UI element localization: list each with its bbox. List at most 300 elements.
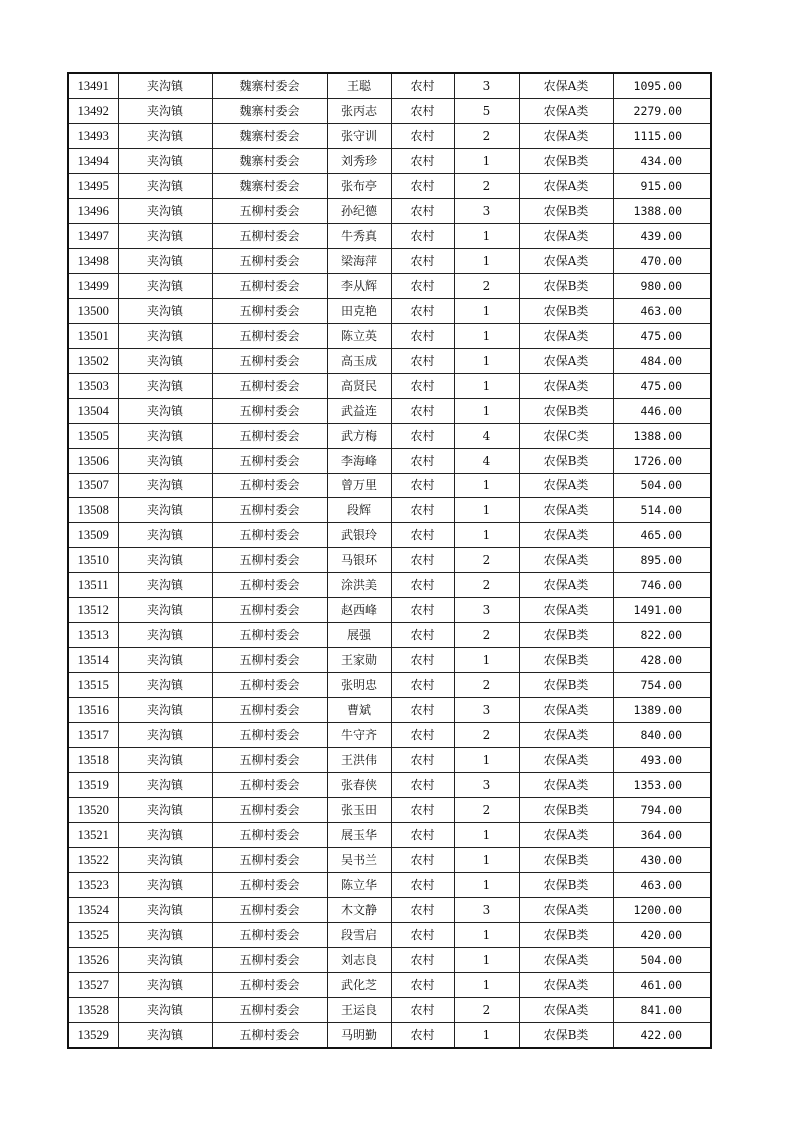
cell-town: 夹沟镇 xyxy=(118,997,212,1022)
cell-amount: 439.00 xyxy=(613,223,711,248)
cell-id: 13528 xyxy=(68,997,118,1022)
cell-name: 马明勤 xyxy=(327,1022,391,1047)
cell-id: 13498 xyxy=(68,248,118,273)
cell-amount: 484.00 xyxy=(613,348,711,373)
cell-household-size: 2 xyxy=(454,273,519,298)
cell-town: 夹沟镇 xyxy=(118,273,212,298)
cell-household-size: 1 xyxy=(454,148,519,173)
cell-area: 农村 xyxy=(391,98,454,123)
cell-id: 13512 xyxy=(68,598,118,623)
cell-village: 魏寨村委会 xyxy=(212,173,327,198)
cell-category: 农保A类 xyxy=(519,947,613,972)
cell-category: 农保A类 xyxy=(519,73,613,98)
cell-household-size: 2 xyxy=(454,997,519,1022)
cell-name: 吴书兰 xyxy=(327,848,391,873)
table-row xyxy=(68,198,711,223)
table-row xyxy=(68,473,711,498)
table-row xyxy=(68,823,711,848)
cell-household-size: 1 xyxy=(454,848,519,873)
cell-village: 五柳村委会 xyxy=(212,523,327,548)
cell-name: 武方梅 xyxy=(327,423,391,448)
cell-name: 涂洪美 xyxy=(327,573,391,598)
cell-category: 农保A类 xyxy=(519,373,613,398)
cell-village: 五柳村委会 xyxy=(212,373,327,398)
cell-name: 武益连 xyxy=(327,398,391,423)
cell-category: 农保A类 xyxy=(519,173,613,198)
cell-name: 木文静 xyxy=(327,897,391,922)
cell-area: 农村 xyxy=(391,648,454,673)
cell-amount: 895.00 xyxy=(613,548,711,573)
cell-household-size: 1 xyxy=(454,748,519,773)
cell-category: 农保A类 xyxy=(519,523,613,548)
cell-name: 赵西峰 xyxy=(327,598,391,623)
cell-id: 13519 xyxy=(68,773,118,798)
cell-area: 农村 xyxy=(391,698,454,723)
cell-category: 农保A类 xyxy=(519,723,613,748)
cell-category: 农保B类 xyxy=(519,623,613,648)
cell-amount: 1726.00 xyxy=(613,448,711,473)
table-row xyxy=(68,623,711,648)
cell-household-size: 3 xyxy=(454,73,519,98)
cell-household-size: 1 xyxy=(454,922,519,947)
cell-category: 农保A类 xyxy=(519,598,613,623)
cell-id: 13501 xyxy=(68,323,118,348)
cell-area: 农村 xyxy=(391,473,454,498)
cell-category: 农保A类 xyxy=(519,348,613,373)
cell-name: 段辉 xyxy=(327,498,391,523)
cell-name: 段雪启 xyxy=(327,922,391,947)
cell-name: 陈立华 xyxy=(327,873,391,898)
table-row xyxy=(68,148,711,173)
cell-amount: 364.00 xyxy=(613,823,711,848)
cell-area: 农村 xyxy=(391,1022,454,1047)
cell-id: 13492 xyxy=(68,98,118,123)
cell-area: 农村 xyxy=(391,873,454,898)
cell-town: 夹沟镇 xyxy=(118,947,212,972)
cell-category: 农保B类 xyxy=(519,398,613,423)
cell-category: 农保A类 xyxy=(519,473,613,498)
cell-village: 五柳村委会 xyxy=(212,448,327,473)
cell-id: 13522 xyxy=(68,848,118,873)
cell-amount: 446.00 xyxy=(613,398,711,423)
cell-area: 农村 xyxy=(391,897,454,922)
cell-area: 农村 xyxy=(391,947,454,972)
cell-household-size: 2 xyxy=(454,723,519,748)
cell-amount: 1388.00 xyxy=(613,198,711,223)
cell-town: 夹沟镇 xyxy=(118,448,212,473)
cell-household-size: 2 xyxy=(454,573,519,598)
cell-name: 王聪 xyxy=(327,73,391,98)
cell-id: 13527 xyxy=(68,972,118,997)
cell-id: 13496 xyxy=(68,198,118,223)
cell-category: 农保B类 xyxy=(519,448,613,473)
cell-name: 田克艳 xyxy=(327,298,391,323)
cell-town: 夹沟镇 xyxy=(118,473,212,498)
cell-village: 五柳村委会 xyxy=(212,698,327,723)
cell-id: 13524 xyxy=(68,897,118,922)
cell-amount: 428.00 xyxy=(613,648,711,673)
cell-category: 农保B类 xyxy=(519,673,613,698)
cell-amount: 2279.00 xyxy=(613,98,711,123)
cell-area: 农村 xyxy=(391,972,454,997)
cell-town: 夹沟镇 xyxy=(118,323,212,348)
cell-village: 五柳村委会 xyxy=(212,548,327,573)
cell-household-size: 1 xyxy=(454,823,519,848)
cell-village: 魏寨村委会 xyxy=(212,98,327,123)
cell-household-size: 1 xyxy=(454,223,519,248)
cell-name: 曾万里 xyxy=(327,473,391,498)
cell-village: 五柳村委会 xyxy=(212,423,327,448)
cell-id: 13510 xyxy=(68,548,118,573)
cell-category: 农保A类 xyxy=(519,548,613,573)
cell-category: 农保A类 xyxy=(519,773,613,798)
cell-id: 13494 xyxy=(68,148,118,173)
cell-category: 农保B类 xyxy=(519,1022,613,1047)
cell-id: 13491 xyxy=(68,73,118,98)
cell-amount: 493.00 xyxy=(613,748,711,773)
cell-village: 魏寨村委会 xyxy=(212,148,327,173)
cell-village: 五柳村委会 xyxy=(212,598,327,623)
cell-village: 五柳村委会 xyxy=(212,248,327,273)
cell-name: 张春侠 xyxy=(327,773,391,798)
cell-amount: 822.00 xyxy=(613,623,711,648)
cell-amount: 840.00 xyxy=(613,723,711,748)
cell-name: 张布亭 xyxy=(327,173,391,198)
cell-area: 农村 xyxy=(391,348,454,373)
cell-household-size: 2 xyxy=(454,548,519,573)
table-row xyxy=(68,848,711,873)
cell-name: 王洪伟 xyxy=(327,748,391,773)
cell-town: 夹沟镇 xyxy=(118,623,212,648)
cell-area: 农村 xyxy=(391,123,454,148)
cell-id: 13509 xyxy=(68,523,118,548)
cell-category: 农保B类 xyxy=(519,298,613,323)
table-row xyxy=(68,598,711,623)
cell-village: 五柳村委会 xyxy=(212,972,327,997)
table-row xyxy=(68,548,711,573)
cell-town: 夹沟镇 xyxy=(118,223,212,248)
cell-area: 农村 xyxy=(391,423,454,448)
cell-amount: 504.00 xyxy=(613,947,711,972)
table-row xyxy=(68,248,711,273)
cell-village: 五柳村委会 xyxy=(212,623,327,648)
cell-name: 陈立英 xyxy=(327,323,391,348)
cell-category: 农保A类 xyxy=(519,698,613,723)
cell-name: 李海峰 xyxy=(327,448,391,473)
cell-id: 13495 xyxy=(68,173,118,198)
cell-category: 农保B类 xyxy=(519,798,613,823)
cell-id: 13529 xyxy=(68,1022,118,1047)
cell-category: 农保A类 xyxy=(519,323,613,348)
cell-amount: 841.00 xyxy=(613,997,711,1022)
cell-name: 刘秀珍 xyxy=(327,148,391,173)
cell-area: 农村 xyxy=(391,73,454,98)
cell-area: 农村 xyxy=(391,922,454,947)
cell-household-size: 1 xyxy=(454,1022,519,1047)
cell-amount: 514.00 xyxy=(613,498,711,523)
cell-village: 五柳村委会 xyxy=(212,473,327,498)
table-row xyxy=(68,448,711,473)
cell-category: 农保A类 xyxy=(519,997,613,1022)
cell-household-size: 3 xyxy=(454,698,519,723)
cell-village: 五柳村委会 xyxy=(212,1022,327,1047)
cell-town: 夹沟镇 xyxy=(118,498,212,523)
table-row xyxy=(68,723,711,748)
table-row xyxy=(68,698,711,723)
cell-name: 梁海萍 xyxy=(327,248,391,273)
cell-category: 农保A类 xyxy=(519,248,613,273)
cell-amount: 430.00 xyxy=(613,848,711,873)
cell-category: 农保A类 xyxy=(519,823,613,848)
table-row xyxy=(68,972,711,997)
cell-town: 夹沟镇 xyxy=(118,423,212,448)
cell-id: 13502 xyxy=(68,348,118,373)
cell-household-size: 3 xyxy=(454,897,519,922)
cell-id: 13520 xyxy=(68,798,118,823)
cell-name: 孙纪德 xyxy=(327,198,391,223)
cell-area: 农村 xyxy=(391,498,454,523)
cell-village: 五柳村委会 xyxy=(212,573,327,598)
cell-amount: 504.00 xyxy=(613,473,711,498)
cell-household-size: 3 xyxy=(454,773,519,798)
table-row xyxy=(68,798,711,823)
cell-amount: 470.00 xyxy=(613,248,711,273)
cell-area: 农村 xyxy=(391,573,454,598)
table-row xyxy=(68,947,711,972)
cell-town: 夹沟镇 xyxy=(118,1022,212,1047)
cell-name: 展强 xyxy=(327,623,391,648)
cell-town: 夹沟镇 xyxy=(118,523,212,548)
cell-area: 农村 xyxy=(391,448,454,473)
cell-area: 农村 xyxy=(391,723,454,748)
cell-town: 夹沟镇 xyxy=(118,173,212,198)
table-row xyxy=(68,323,711,348)
cell-village: 五柳村委会 xyxy=(212,947,327,972)
cell-household-size: 2 xyxy=(454,623,519,648)
cell-household-size: 1 xyxy=(454,473,519,498)
cell-name: 李从辉 xyxy=(327,273,391,298)
cell-town: 夹沟镇 xyxy=(118,848,212,873)
table-row xyxy=(68,922,711,947)
cell-category: 农保A类 xyxy=(519,573,613,598)
cell-category: 农保A类 xyxy=(519,498,613,523)
cell-id: 13497 xyxy=(68,223,118,248)
table-row xyxy=(68,348,711,373)
table-row xyxy=(68,748,711,773)
cell-category: 农保A类 xyxy=(519,223,613,248)
cell-id: 13499 xyxy=(68,273,118,298)
cell-name: 高贤民 xyxy=(327,373,391,398)
cell-town: 夹沟镇 xyxy=(118,73,212,98)
cell-name: 武银玲 xyxy=(327,523,391,548)
cell-household-size: 1 xyxy=(454,373,519,398)
cell-village: 五柳村委会 xyxy=(212,223,327,248)
cell-area: 农村 xyxy=(391,223,454,248)
table-row xyxy=(68,573,711,598)
cell-village: 五柳村委会 xyxy=(212,873,327,898)
cell-amount: 1353.00 xyxy=(613,773,711,798)
cell-name: 曹斌 xyxy=(327,698,391,723)
cell-id: 13526 xyxy=(68,947,118,972)
cell-town: 夹沟镇 xyxy=(118,673,212,698)
cell-household-size: 5 xyxy=(454,98,519,123)
cell-town: 夹沟镇 xyxy=(118,198,212,223)
cell-category: 农保B类 xyxy=(519,848,613,873)
cell-name: 牛守齐 xyxy=(327,723,391,748)
cell-village: 五柳村委会 xyxy=(212,398,327,423)
cell-area: 农村 xyxy=(391,273,454,298)
cell-town: 夹沟镇 xyxy=(118,723,212,748)
cell-area: 农村 xyxy=(391,823,454,848)
cell-village: 五柳村委会 xyxy=(212,648,327,673)
cell-household-size: 1 xyxy=(454,947,519,972)
cell-household-size: 1 xyxy=(454,972,519,997)
cell-id: 13525 xyxy=(68,922,118,947)
cell-town: 夹沟镇 xyxy=(118,348,212,373)
cell-amount: 915.00 xyxy=(613,173,711,198)
cell-area: 农村 xyxy=(391,997,454,1022)
cell-town: 夹沟镇 xyxy=(118,798,212,823)
cell-household-size: 1 xyxy=(454,648,519,673)
cell-name: 张守训 xyxy=(327,123,391,148)
cell-area: 农村 xyxy=(391,173,454,198)
cell-village: 五柳村委会 xyxy=(212,298,327,323)
table-row xyxy=(68,873,711,898)
cell-village: 五柳村委会 xyxy=(212,498,327,523)
cell-town: 夹沟镇 xyxy=(118,248,212,273)
cell-amount: 1095.00 xyxy=(613,73,711,98)
cell-town: 夹沟镇 xyxy=(118,398,212,423)
cell-household-size: 1 xyxy=(454,348,519,373)
cell-id: 13521 xyxy=(68,823,118,848)
cell-amount: 434.00 xyxy=(613,148,711,173)
cell-town: 夹沟镇 xyxy=(118,648,212,673)
cell-town: 夹沟镇 xyxy=(118,148,212,173)
cell-area: 农村 xyxy=(391,198,454,223)
table-row xyxy=(68,298,711,323)
table-row xyxy=(68,498,711,523)
cell-name: 王家勋 xyxy=(327,648,391,673)
cell-amount: 754.00 xyxy=(613,673,711,698)
cell-village: 五柳村委会 xyxy=(212,723,327,748)
cell-town: 夹沟镇 xyxy=(118,598,212,623)
cell-area: 农村 xyxy=(391,798,454,823)
cell-town: 夹沟镇 xyxy=(118,123,212,148)
cell-town: 夹沟镇 xyxy=(118,573,212,598)
cell-category: 农保A类 xyxy=(519,98,613,123)
cell-id: 13506 xyxy=(68,448,118,473)
cell-amount: 465.00 xyxy=(613,523,711,548)
table-row xyxy=(68,523,711,548)
cell-area: 农村 xyxy=(391,598,454,623)
cell-area: 农村 xyxy=(391,323,454,348)
cell-id: 13507 xyxy=(68,473,118,498)
table-row xyxy=(68,773,711,798)
cell-area: 农村 xyxy=(391,623,454,648)
cell-village: 五柳村委会 xyxy=(212,673,327,698)
cell-area: 农村 xyxy=(391,773,454,798)
cell-village: 魏寨村委会 xyxy=(212,123,327,148)
table-row xyxy=(68,373,711,398)
cell-household-size: 1 xyxy=(454,523,519,548)
cell-village: 五柳村委会 xyxy=(212,773,327,798)
cell-town: 夹沟镇 xyxy=(118,298,212,323)
cell-category: 农保A类 xyxy=(519,748,613,773)
cell-name: 王运良 xyxy=(327,997,391,1022)
cell-amount: 422.00 xyxy=(613,1022,711,1047)
cell-id: 13513 xyxy=(68,623,118,648)
cell-town: 夹沟镇 xyxy=(118,373,212,398)
table-row xyxy=(68,273,711,298)
cell-amount: 1200.00 xyxy=(613,897,711,922)
cell-town: 夹沟镇 xyxy=(118,98,212,123)
table-row xyxy=(68,423,711,448)
cell-household-size: 1 xyxy=(454,323,519,348)
cell-id: 13523 xyxy=(68,873,118,898)
cell-category: 农保B类 xyxy=(519,873,613,898)
cell-area: 农村 xyxy=(391,373,454,398)
cell-amount: 463.00 xyxy=(613,298,711,323)
cell-id: 13518 xyxy=(68,748,118,773)
cell-area: 农村 xyxy=(391,398,454,423)
cell-area: 农村 xyxy=(391,523,454,548)
cell-village: 五柳村委会 xyxy=(212,922,327,947)
cell-town: 夹沟镇 xyxy=(118,748,212,773)
cell-id: 13511 xyxy=(68,573,118,598)
cell-name: 马银环 xyxy=(327,548,391,573)
cell-id: 13515 xyxy=(68,673,118,698)
cell-area: 农村 xyxy=(391,248,454,273)
cell-category: 农保B类 xyxy=(519,198,613,223)
cell-village: 五柳村委会 xyxy=(212,798,327,823)
cell-category: 农保B类 xyxy=(519,648,613,673)
cell-name: 张明忠 xyxy=(327,673,391,698)
cell-amount: 1115.00 xyxy=(613,123,711,148)
table-row xyxy=(68,673,711,698)
cell-id: 13508 xyxy=(68,498,118,523)
cell-id: 13516 xyxy=(68,698,118,723)
cell-id: 13504 xyxy=(68,398,118,423)
cell-village: 五柳村委会 xyxy=(212,897,327,922)
cell-amount: 475.00 xyxy=(613,323,711,348)
cell-town: 夹沟镇 xyxy=(118,823,212,848)
cell-household-size: 1 xyxy=(454,248,519,273)
cell-amount: 1388.00 xyxy=(613,423,711,448)
cell-village: 五柳村委会 xyxy=(212,848,327,873)
cell-village: 五柳村委会 xyxy=(212,198,327,223)
cell-amount: 420.00 xyxy=(613,922,711,947)
cell-village: 五柳村委会 xyxy=(212,997,327,1022)
cell-area: 农村 xyxy=(391,673,454,698)
cell-household-size: 2 xyxy=(454,673,519,698)
cell-area: 农村 xyxy=(391,848,454,873)
cell-town: 夹沟镇 xyxy=(118,922,212,947)
cell-village: 魏寨村委会 xyxy=(212,73,327,98)
cell-amount: 463.00 xyxy=(613,873,711,898)
cell-household-size: 4 xyxy=(454,423,519,448)
cell-area: 农村 xyxy=(391,548,454,573)
cell-name: 张丙志 xyxy=(327,98,391,123)
table-row xyxy=(68,173,711,198)
cell-town: 夹沟镇 xyxy=(118,972,212,997)
cell-area: 农村 xyxy=(391,748,454,773)
cell-village: 五柳村委会 xyxy=(212,273,327,298)
cell-town: 夹沟镇 xyxy=(118,773,212,798)
cell-village: 五柳村委会 xyxy=(212,348,327,373)
cell-id: 13500 xyxy=(68,298,118,323)
cell-household-size: 1 xyxy=(454,498,519,523)
cell-category: 农保A类 xyxy=(519,972,613,997)
